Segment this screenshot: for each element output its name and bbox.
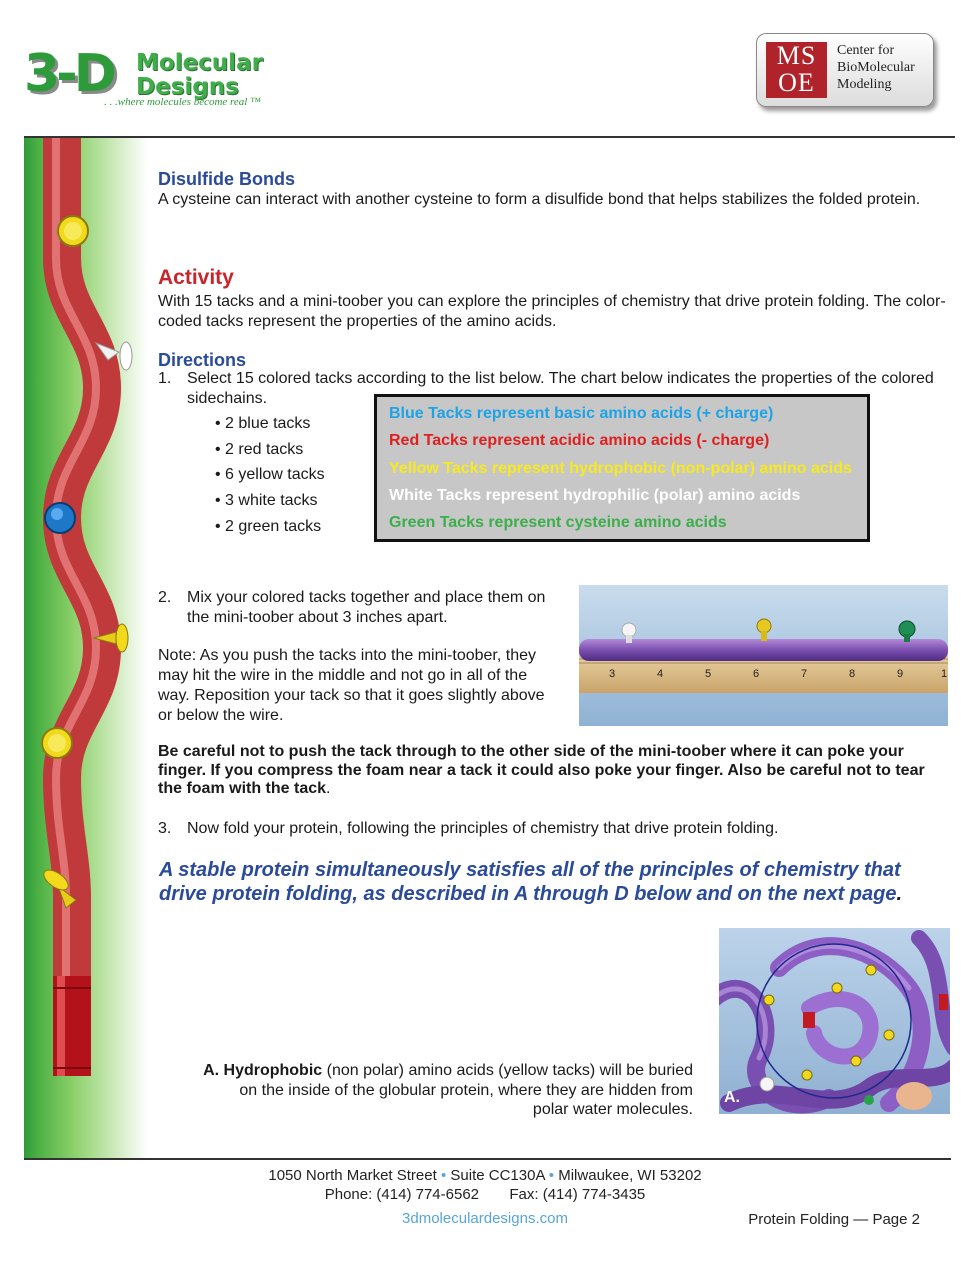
toober-ruler-photo <box>579 585 948 726</box>
logo-mark: 3-D <box>24 44 113 104</box>
ruler-tick-label: 3 <box>609 668 616 680</box>
chart-row-green: Green Tacks represent cysteine amino acids <box>389 514 727 531</box>
page-label: Protein Folding — Page 2 <box>748 1211 920 1228</box>
step-1-number: 1. <box>158 370 172 387</box>
partner-name <box>837 42 915 93</box>
toober-illustration <box>24 138 148 1158</box>
ruler-tick-label: 9 <box>897 668 904 680</box>
logo-tagline: . . .where molecules become real ™ <box>104 96 261 108</box>
step-3-number: 3. <box>158 820 172 837</box>
ruler-tick-label: 6 <box>753 668 760 680</box>
chart-row-yellow: Yellow Tacks represent hydrophobic (non-polar) amino acids <box>389 460 852 477</box>
logo-name-line1: Molecular <box>136 50 263 76</box>
partner-logo <box>756 33 934 107</box>
footer-phone: Phone: (414) 774-6562 <box>324 1186 480 1203</box>
photo-label: A. <box>724 1089 740 1106</box>
stable-protein-statement: A stable protein simultaneously satisfies all of the principles of chemistry that drive protein folding, as described in A through D below and on the next page. <box>159 859 903 905</box>
step-1-text: Select 15 colored tacks according to the list below. The chart below indicates the properties of the colored sidechains. <box>187 370 934 407</box>
chart-row-red: Red Tacks represent acidic amino acids (- charge) <box>389 432 770 449</box>
partner-name-line: BioMolecular <box>837 60 915 75</box>
chart-row-blue: Blue Tacks represent basic amino acids (+ charge) <box>389 405 774 422</box>
ruler-tick-label: 5 <box>705 668 712 680</box>
activity-heading: Activity <box>158 266 234 289</box>
partner-name-line: Modeling <box>837 77 892 92</box>
activity-text: With 15 tacks and a mini-toober you can explore the principles of chemistry that drive protein folding. The color-coded tacks represent the properties of the amino acids. <box>158 293 946 330</box>
partner-mark: MS OE <box>766 42 827 98</box>
list-item: • 3 white tacks <box>215 492 318 510</box>
hydrophobic-caption: A. Hydrophobic (non polar) amino acids (yellow tacks) will be buried on the inside of the globular protein, where they are hidden from polar water molecules. <box>203 1062 693 1118</box>
toober-ruler-illustration <box>579 585 948 726</box>
chart-row-white: White Tacks represent hydrophilic (polar) amino acids <box>389 487 801 504</box>
partner-name-line: Center for <box>837 43 895 58</box>
note-text: Note: As you push the tacks into the mini-toober, they may hit the wire in the middle and not go in all of the way. Reposition your tack so that it goes slightly above or below the wire. <box>158 647 545 724</box>
globular-protein-photo <box>719 928 950 1114</box>
ruler-tick-label: 4 <box>657 668 664 680</box>
warning-text: Be careful not to push the tack through to the other side of the mini-toober where it can poke your finger. If you compress the foam near a tack it could also poke your finger. Also be careful not to tear the foam with the tack. <box>158 743 925 797</box>
disulfide-text: A cysteine can interact with another cysteine to form a disulfide bond that helps stabilizes the folded protein. <box>158 191 921 208</box>
globular-protein-illustration <box>719 928 950 1114</box>
list-item: • 2 blue tacks <box>215 415 311 432</box>
step-3-text: Now fold your protein, following the principles of chemistry that drive protein folding. <box>187 820 779 837</box>
step-2-text: Mix your colored tacks together and place them on the mini-toober about 3 inches apart. <box>187 589 546 626</box>
sidebar-decoration <box>24 138 148 1158</box>
ruler-tick-label: 8 <box>849 668 856 680</box>
tack-list <box>215 414 325 542</box>
ruler-tick-label: 7 <box>801 668 808 680</box>
step-2-number: 2. <box>158 589 172 606</box>
footer-fax: Fax: (414) 774-3435 <box>509 1186 646 1203</box>
list-item: • 6 yellow tacks <box>215 466 325 484</box>
disulfide-heading: Disulfide Bonds <box>158 169 296 189</box>
footer-contact <box>160 1186 810 1203</box>
footer-divider <box>24 1158 951 1160</box>
list-item: • 2 red tacks <box>215 440 304 458</box>
list-item: • 2 green tacks <box>215 517 322 535</box>
ruler-tick-label: 1 <box>941 668 948 680</box>
company-logo <box>24 46 304 112</box>
tack-color-chart <box>374 394 870 542</box>
directions-heading: Directions <box>158 350 247 370</box>
header-divider <box>24 136 955 138</box>
footer-website-link[interactable]: 3dmoleculardesigns.com <box>402 1210 568 1227</box>
footer-address: 1050 North Market Street • Suite CC130A • Milwaukee, WI 53202 <box>268 1167 702 1184</box>
logo-name-line2: Designs <box>136 74 239 100</box>
